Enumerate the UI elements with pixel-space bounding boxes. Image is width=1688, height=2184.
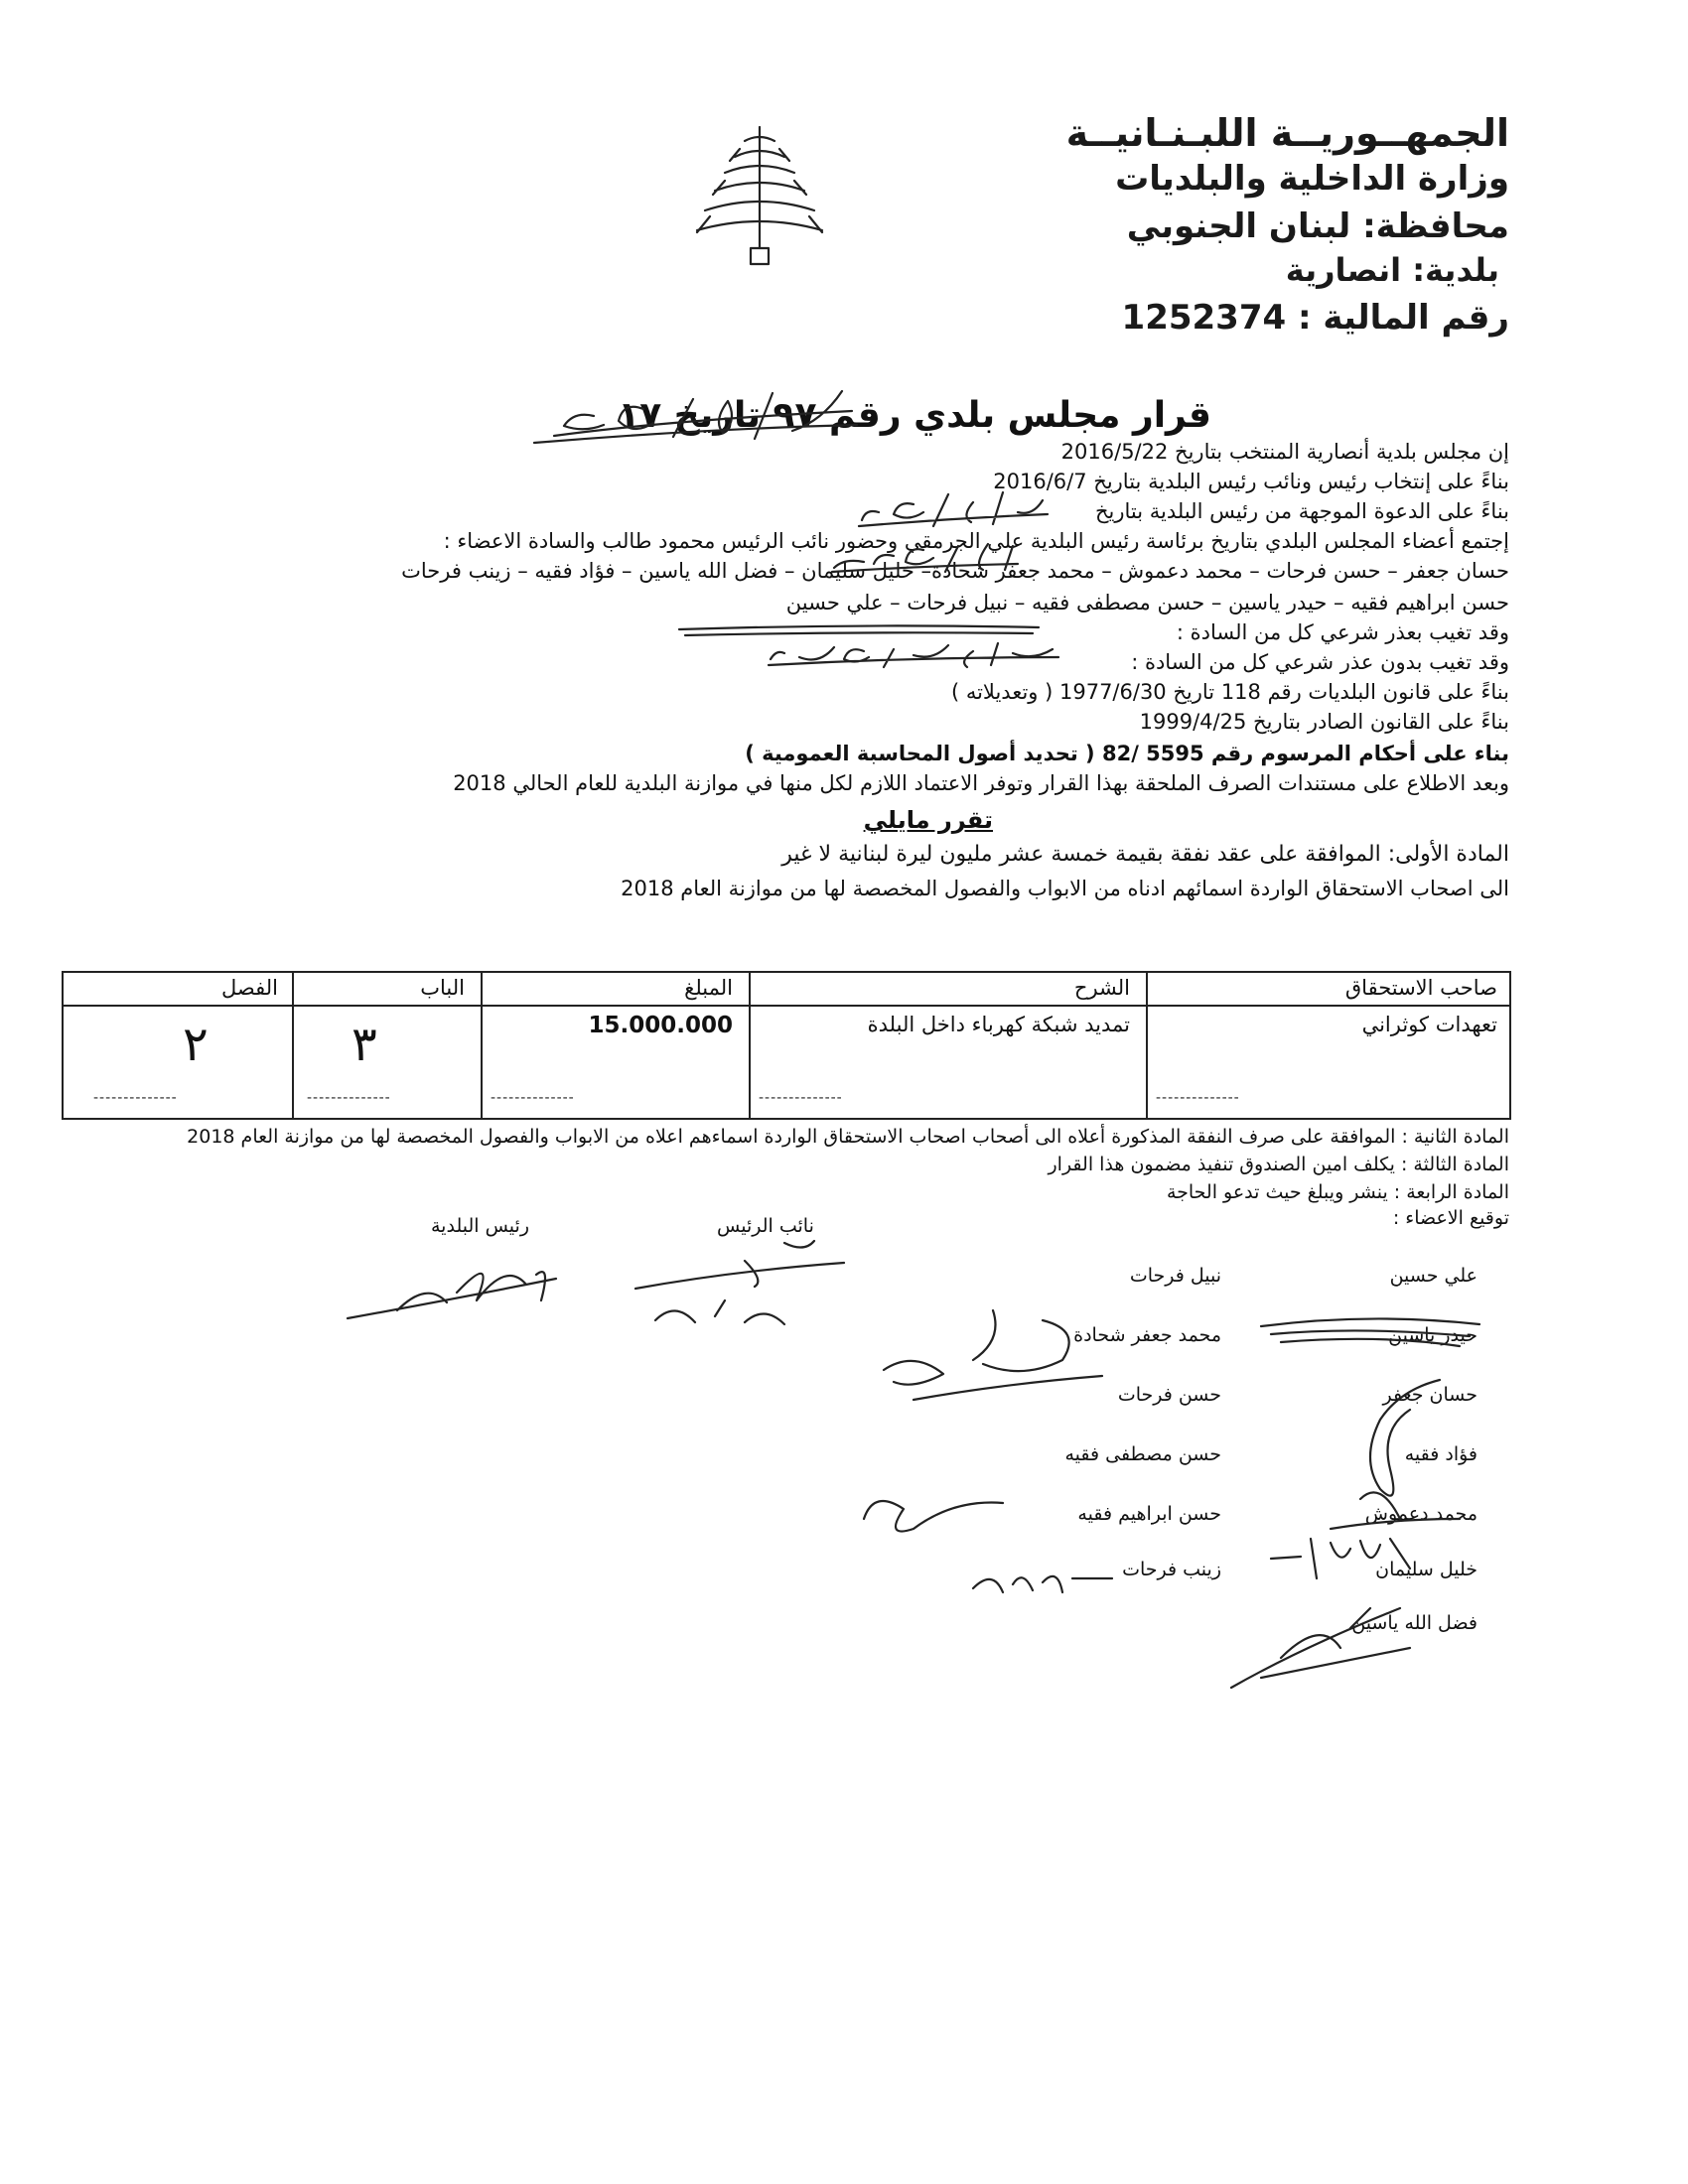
cedar-emblem-icon bbox=[685, 119, 834, 268]
preamble-line: حسان جعفر – حسن فرحات – محمد دعموش – محمد جعفر شحادة– خليل سليمان – فضل الله ياسين – فؤاد فقيه – زينب فرحات bbox=[401, 559, 1509, 583]
member-signature bbox=[1291, 1370, 1470, 1549]
handwritten-meeting-date bbox=[824, 536, 1023, 576]
members-signature-label: توقيع الاعضاء : bbox=[1392, 1207, 1509, 1229]
financial-number: رقم المالية : 1252374 bbox=[1121, 298, 1509, 338]
member-name: فضل الله ياسين bbox=[1351, 1612, 1477, 1634]
member-name: محمد دعموش bbox=[1364, 1503, 1477, 1525]
member-name: علي حسين bbox=[1389, 1265, 1477, 1287]
member-signature bbox=[1261, 1529, 1420, 1588]
member-signature-crossed bbox=[1251, 1306, 1489, 1356]
preamble-line: بناءً على إنتخاب رئيس ونائب رئيس البلدية بتاريخ 2016/6/7 bbox=[993, 470, 1509, 493]
member-name: زينب فرحات bbox=[1122, 1559, 1221, 1580]
municipality-title: بلدية: انصارية bbox=[1285, 251, 1499, 289]
preamble-line: بناء على أحكام المرسوم رقم 5595 /82 ( تحديد أصول المحاسبة العمومية ) bbox=[745, 742, 1509, 765]
preamble-line: بناءً على قانون البلديات رقم 118 تاريخ 1977/6/30 ( وتعديلاته ) bbox=[950, 680, 1509, 704]
member-signature bbox=[854, 1479, 1013, 1549]
member-name: حسان جعفر bbox=[1382, 1384, 1477, 1406]
table-dash: -------------- bbox=[759, 1090, 843, 1106]
table-cell-door: ٣ bbox=[352, 1017, 377, 1072]
preamble-line: بناءً على الدعوة الموجهة من رئيس البلدية بتاريخ bbox=[1094, 499, 1509, 523]
preamble-line: وقد تغيب بعذر شرعي كل من السادة : bbox=[1176, 620, 1509, 644]
table-header-door: الباب bbox=[420, 976, 465, 1000]
table-dash: -------------- bbox=[93, 1090, 178, 1106]
president-label: رئيس البلدية bbox=[431, 1215, 529, 1237]
decides-heading: تقرر مايلي bbox=[863, 806, 993, 834]
preamble-line: إجتمع أعضاء المجلس البلدي بتاريخ برئاسة رئيس البلدية علي الجرمقي وحضور نائب الرئيس محمود طالب والسادة الاعضاء : bbox=[443, 529, 1509, 553]
table-dash: -------------- bbox=[1156, 1090, 1240, 1106]
member-name: خليل سليمان bbox=[1375, 1559, 1477, 1580]
member-name: حسن مصطفى فقيه bbox=[1064, 1443, 1221, 1465]
preamble-line: إن مجلس بلدية أنصارية المنتخب بتاريخ 2016/5/22 bbox=[1060, 440, 1509, 464]
member-name: حسن فرحات bbox=[1117, 1384, 1221, 1406]
handwritten-absent-names bbox=[765, 631, 1062, 671]
member-signature bbox=[963, 1549, 1122, 1608]
vice-president-label: نائب الرئيس bbox=[717, 1215, 814, 1237]
article-1-line: الى اصحاب الاستحقاق الواردة اسمائهم ادناه من الابواب والفصول المخصصة لها من موازنة العام 2018 bbox=[621, 877, 1509, 900]
member-name: حسن ابراهيم فقيه bbox=[1077, 1503, 1221, 1525]
governorate-title: محافظة: لبنان الجنوبي bbox=[1126, 206, 1509, 246]
preamble-line: وقد تغيب بدون عذر شرعي كل من السادة : bbox=[1131, 650, 1509, 674]
table-header-description: الشرح bbox=[1073, 976, 1130, 1000]
preamble-line: حسن ابراهيم فقيه – حيدر ياسين – حسن مصطفى فقيه – نبيل فرحات – علي حسين bbox=[785, 591, 1509, 614]
member-signature bbox=[1221, 1588, 1420, 1698]
article-line: المادة الرابعة : ينشر ويبلغ حيث تدعو الحاجة bbox=[1166, 1181, 1509, 1203]
article-line: المادة الثالثة : يكلف امين الصندوق تنفيذ مضمون هذا القرار bbox=[1048, 1154, 1509, 1175]
member-name: فؤاد فقيه bbox=[1404, 1443, 1477, 1465]
preamble-line: وبعد الاطلاع على مستندات الصرف الملحقة بهذا القرار وتوفر الاعتماد اللازم لكل منها في موازنة البلدية للعام الحالي 2018 bbox=[453, 771, 1509, 795]
table-header-amount: المبلغ bbox=[684, 976, 733, 1000]
table-dash: -------------- bbox=[307, 1090, 391, 1106]
member-name: محمد جعفر شحادة bbox=[1073, 1324, 1221, 1346]
preamble-line: بناءً على القانون الصادر بتاريخ 1999/4/25 bbox=[1139, 710, 1509, 734]
table-cell-beneficiary: تعهدات كوثراني bbox=[1361, 1013, 1497, 1036]
vice-president-signature bbox=[616, 1231, 864, 1340]
table-dash: -------------- bbox=[491, 1090, 575, 1106]
ministry-title: وزارة الداخلية والبلديات bbox=[1115, 159, 1509, 199]
article-line: المادة الثانية : الموافقة على صرف النفقة المذكورة أعلاه الى أصحاب اصحاب الاستحقاق الواردة اسماءهم اعلاه من الابواب والفصول المخصصة لها من موازنة العام 2018 bbox=[187, 1126, 1509, 1148]
president-signature bbox=[338, 1241, 566, 1330]
table-cell-chapter: ٢ bbox=[183, 1017, 209, 1072]
table-header-beneficiary: صاحب الاستحقاق bbox=[1344, 976, 1497, 1000]
article-1-line: المادة الأولى: الموافقة على عقد نفقة بقيمة خمسة عشر مليون ليرة لبنانية لا غير bbox=[781, 842, 1509, 867]
table-header-row bbox=[64, 973, 1509, 1007]
expense-table bbox=[62, 971, 1511, 1120]
republic-title: الجمهــوريــة اللبـنـانيــة bbox=[1065, 111, 1509, 155]
table-cell-description: تمديد شبكة كهرباء داخل البلدة bbox=[867, 1013, 1130, 1036]
member-name: حيدر ياسين bbox=[1388, 1324, 1477, 1346]
handwritten-invitation-date bbox=[854, 482, 1053, 532]
member-signature bbox=[854, 1300, 1112, 1410]
table-header-chapter: الفصل bbox=[221, 976, 278, 1000]
table-cell-amount: 15.000.000 bbox=[588, 1013, 733, 1038]
member-name: نبيل فرحات bbox=[1129, 1265, 1221, 1287]
decision-title: قرار مجلس بلدي رقم ٩٧ تاريخ ١٧ bbox=[618, 395, 1211, 436]
